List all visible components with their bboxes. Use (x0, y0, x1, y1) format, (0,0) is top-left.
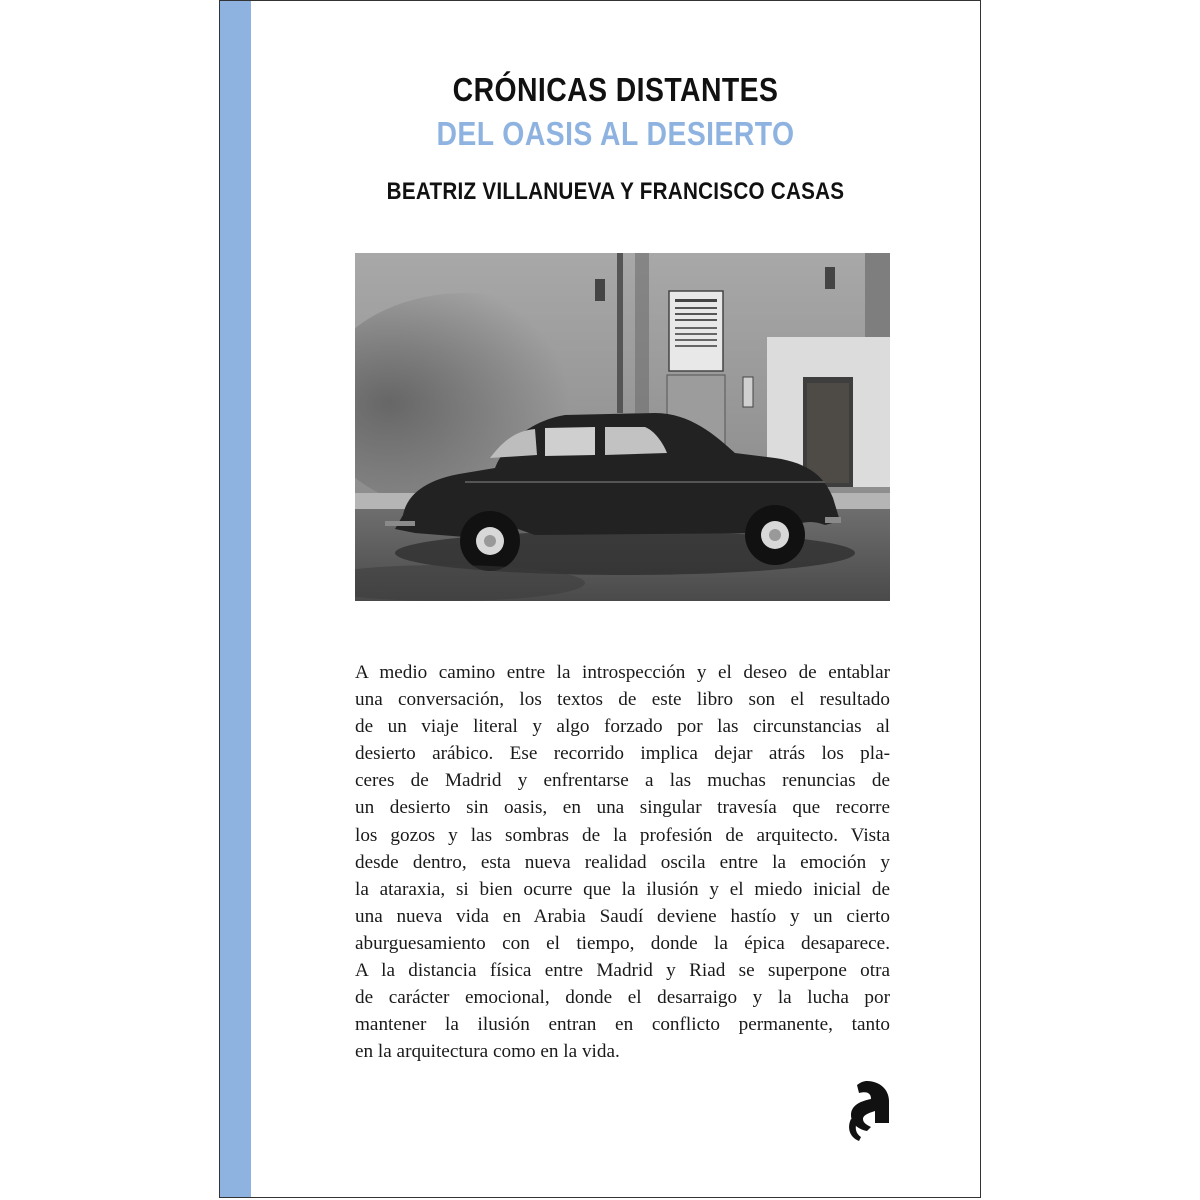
book-authors: BEATRIZ VILLANUEVA Y FRANCISCO CASAS (386, 178, 845, 205)
back-cover (219, 0, 981, 1198)
blurb-line: desde dentro, esta nueva realidad oscila entre la emoción y (355, 851, 890, 873)
blurb-line: de un viaje literal y algo forzado por las circunstancias al (355, 716, 890, 738)
back-cover-blurb (355, 659, 890, 1065)
blurb-line: desierto arábico. Ese recorrido implica dejar atrás los pla- (355, 743, 890, 765)
blurb-line: A medio camino entre la introspección y el deseo de entablar (355, 662, 890, 683)
blurb-line: una conversación, los textos de este libro son el resultado (355, 689, 890, 711)
blurb-line: A la distancia física entre Madrid y Riad se superpone otra (355, 960, 890, 982)
blurb-line: un desierto sin oasis, en una singular travesía que recorre (355, 797, 890, 819)
cover-photo (355, 253, 890, 601)
spine-color-band (220, 1, 251, 1197)
blurb-line: una nueva vida en Arabia Saudí deviene hastío y un cierto (355, 905, 890, 927)
blurb-line: de carácter emocional, donde el desarraigo y la lucha por (355, 987, 890, 1009)
blurb-line: la ataraxia, si bien ocurre que la ilusión y el miedo inicial de (355, 878, 890, 900)
blurb-line: ceres de Madrid y enfrentarse a las muchas renuncias de (355, 770, 890, 792)
book-subtitle: DEL OASIS AL DESIERTO (436, 115, 795, 152)
blurb-line: mantener la ilusión entran en conflicto permanente, tanto (355, 1014, 890, 1036)
publisher-logo (845, 1079, 893, 1143)
blurb-line: los gozos y las sombras de la profesión de arquitecto. Vista (355, 824, 890, 846)
publisher-logo-icon (845, 1079, 893, 1143)
blurb-line: aburguesamiento con el tiempo, donde la épica desaparece. (355, 932, 890, 954)
vintage-car-photo-icon (355, 253, 890, 601)
book-title: CRÓNICAS DISTANTES (452, 71, 779, 108)
blurb-line: en la arquitectura como en la vida. (355, 1041, 620, 1063)
